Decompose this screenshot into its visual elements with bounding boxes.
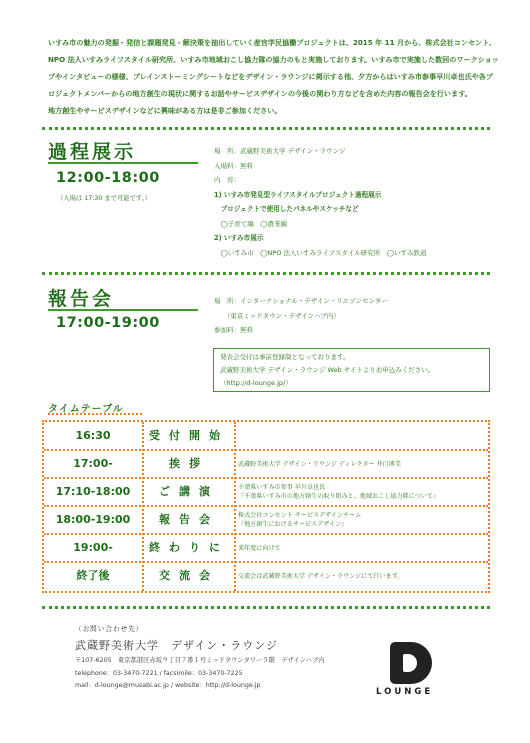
contact-label: （お問い合わせ先） [75,625,144,633]
intro-text [48,34,499,119]
exhibition-details [214,144,427,260]
desc-line: 『千葉県いすみ市の地方創生の取り組みと、地域おこし協力隊について』 [238,493,439,500]
row-desc [238,506,488,534]
table-row [44,422,488,450]
intro-line: NPO 法人いすみライフスタイル研究所、いすみ市地域おこし協力隊の協力のもと実施しております。いすみ市で実施した数回のワークショッ [48,55,499,64]
row-time: 17:00- [73,457,113,470]
report-title: 報告会 [48,288,115,310]
timetable-title: タイムテーブル [48,404,124,415]
contact-phone: telephone：03-3470-7221 / facsimile：03-3470-7225 [75,669,243,677]
desc-line: 株式会社コンセント サービスデザインチーム [238,512,362,519]
logo-text: LOUNGE [376,687,434,697]
detail-line: 2) いすみ市展示 [214,234,264,242]
divider [42,127,490,130]
row-time: 18:00-19:00 [55,513,131,526]
row-time: 17:10-18:00 [55,485,131,498]
row-desc [238,562,488,590]
row-desc [238,534,488,562]
table-row [44,534,488,562]
detail-line: ◯子育て編 ◯農業編 [214,219,288,228]
detail-line: 場 所：武蔵野美術大学 デザイン・ラウンジ [214,147,346,155]
contact-mail-web[interactable]: mail：d-lounge@musabi.ac.jp / website：http://d-lounge.jp [75,682,261,689]
desc-line: 交流会は武蔵野美術大学 デザイン・ラウンジにて行います。 [238,572,404,580]
registration-notice [213,348,490,392]
timetable-title-underline [48,413,142,415]
divider [42,272,490,275]
row-desc [238,450,488,478]
row-label: ご講演 [159,485,219,498]
exhibition-time: 12:00-18:00 [56,170,160,186]
detail-line: （東京ミッドタウン・デザインハブ内） [214,311,340,320]
contact-block [75,623,324,693]
detail-line: 入場料：無料 [214,161,253,170]
table-row [44,478,488,506]
desc-line: 来年度に向けて [238,544,281,552]
intro-line: ロジェクトメンバーからの地方創生の現状に関するお話やサービスデザインの今後の関わり方などを含めた内容の報告会を行います。 [48,89,472,98]
detail-line: ◯いすみ市 ◯NPO 法人いすみライフスタイル研究所 ◯いすみ鉄道 [214,248,427,257]
row-time: 19:00- [73,541,113,554]
table-row [44,562,488,590]
exhibition-note: （入場は 17:30 まで可能です。） [57,195,152,202]
detail-line: 場 所：インターナショナル・デザイン・リエゾンセンター [214,297,388,305]
notice-url[interactable]: （http://d-lounge.jp/） [220,379,292,387]
intro-line: プやインタビューの様様、ブレインストーミングシートなどをデザイン・ラウンジに掲示する他、夕方からはいすみ市参事早川卓也氏や各プ [48,72,493,81]
row-desc [238,478,488,506]
contact-address: 〒107-6205 東京都港区赤坂９丁目７番１号ミッドタウンタワー５階 デザインハブ内 [75,657,325,664]
contact-name: 武蔵野美術大学 デザイン・ラウンジ [75,639,278,652]
row-label: 交流会 [159,569,219,582]
desc-line: 武蔵野美術大学 デザイン・ラウンジ ディレクター 井口博美 [238,460,401,468]
exhibition-title: 過程展示 [48,141,137,163]
table-row [44,506,488,534]
divider [42,606,490,609]
row-label: 報告会 [159,513,219,526]
detail-line: 参加料：無料 [214,326,253,334]
d-lounge-logo-icon [390,642,432,684]
exhibition-underline [48,162,198,164]
report-time: 17:00-19:00 [56,315,160,331]
detail-line: 内 容： [214,176,240,184]
desc-line: 『地方創生におけるサービスデザイン』 [238,521,348,528]
report-details [214,294,388,338]
timetable [42,420,490,593]
notice-line: 発表会受付は事前登録制となっております。 [220,353,350,361]
table-row [44,450,488,478]
desc-line: 千葉県いすみ市参事 早川卓也氏 [238,484,326,491]
row-time: 終了後 [76,569,110,582]
detail-line: プロジェクトで使用したパネルやスケッチなど [214,205,359,213]
notice-line: 武蔵野美術大学 デザイン・ラウンジ Web サイトよりお申込みください。 [220,366,435,374]
intro-line: いすみ市の魅力の発掘・発信と課題発見・解決策を抽出していく産官学民協働プロジェクトは、2015 年 11 月から、株式会社コンセント、 [48,38,496,47]
intro-line: 地方創生やサービスデザインなどに興味がある方は是非ご参加ください。 [48,106,282,115]
detail-line: 1) いすみ市発見型ライフスタイルプロジェクト過程展示 [214,190,382,199]
row-label: 終わりに [149,541,229,554]
row-time: 16:30 [75,429,111,442]
row-desc [238,422,488,450]
logo-d-counter [403,654,417,672]
row-label: 挨拶 [169,457,209,470]
row-label: 受付開始 [149,429,229,442]
report-underline [48,309,198,311]
